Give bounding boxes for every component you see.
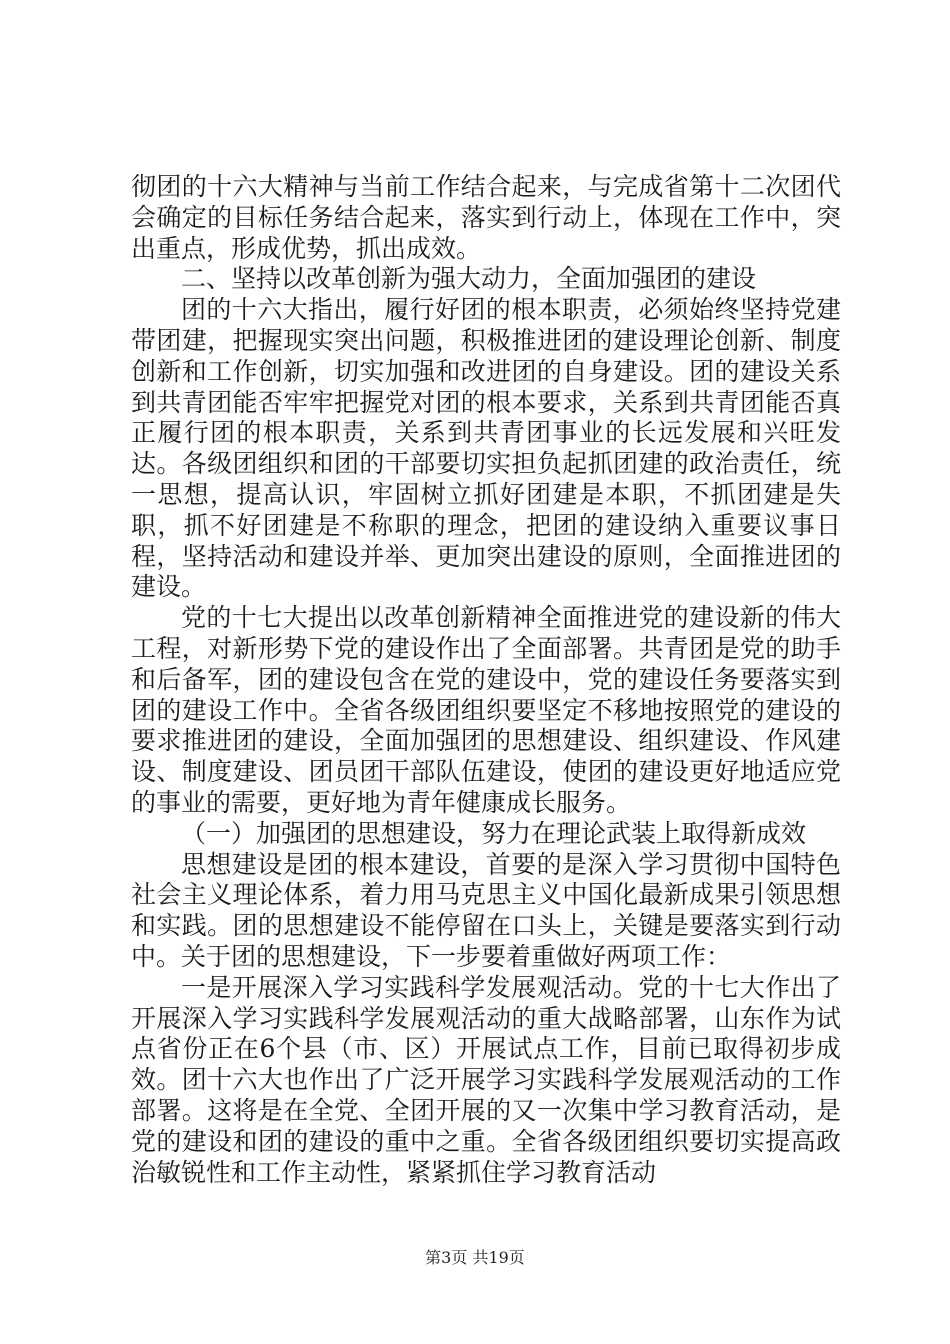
paragraph: 一是开展深入学习实践科学发展观活动。党的十七大作出了开展深入学习实践科学发展观活动的重大战略部署，山东作为试点省份正在6个县（市、区）开展试点工作，目前已取得初步成效。团十六大也作出了广泛开展学习实践科学发展观活动的工作部署。这将是在全党、全团开展的又一次集中学习教育活动，是党的建设和团的建设的重中之重。全省各级团组织要切实提高政治敏锐性和工作主动性，紧紧抓住学习教育活动 bbox=[131, 972, 841, 1187]
document-body bbox=[131, 172, 841, 1188]
page-number-footer: 第3页 共19页 bbox=[425, 1248, 525, 1267]
paragraph: 思想建设是团的根本建设，首要的是深入学习贯彻中国特色社会主义理论体系，着力用马克思主义中国化最新成果引领思想和实践。团的思想建设不能停留在口头上，关键是要落实到行动中。关于团的思想建设，下一步要着重做好两项工作： bbox=[131, 849, 841, 971]
section-heading-2: 二、坚持以改革创新为强大动力，全面加强团的建设 bbox=[181, 264, 757, 294]
paragraph-continuation: 彻团的十六大精神与当前工作结合起来，与完成省第十二次团代会确定的目标任务结合起来，落实到行动上，体现在工作中，突出重点，形成优势，抓出成效。 bbox=[131, 172, 841, 263]
subsection-heading-1: （一）加强团的思想建设，努力在理论武装上取得新成效 bbox=[181, 818, 807, 848]
paragraph: 团的十六大指出，履行好团的根本职责，必须始终坚持党建带团建，把握现实突出问题，积极推进团的建设理论创新、制度创新和工作创新，切实加强和改进团的自身建设。团的建设关系到共青团能否牢牢把握党对团的根本要求，关系到共青团能否真正履行团的根本职责，关系到共青团事业的长远发展和兴旺发达。各级团组织和团的干部要切实担负起抓团建的政治责任，统一思想，提高认识，牢固树立抓好团建是本职，不抓团建是失职，抓不好团建是不称职的理念，把团的建设纳入重要议事日程，坚持活动和建设并举、更加突出建设的原则，全面推进团的建设。 bbox=[131, 295, 841, 602]
paragraph: 党的十七大提出以改革创新精神全面推进党的建设新的伟大工程，对新形势下党的建设作出了全面部署。共青团是党的助手和后备军，团的建设包含在党的建设中，党的建设任务要落实到团的建设工作中。全省各级团组织要坚定不移地按照党的建设的要求推进团的建设，全面加强团的思想建设、组织建设、作风建设、制度建设、团员团干部队伍建设，使团的建设更好地适应党的事业的需要，更好地为青年健康成长服务。 bbox=[131, 603, 841, 817]
